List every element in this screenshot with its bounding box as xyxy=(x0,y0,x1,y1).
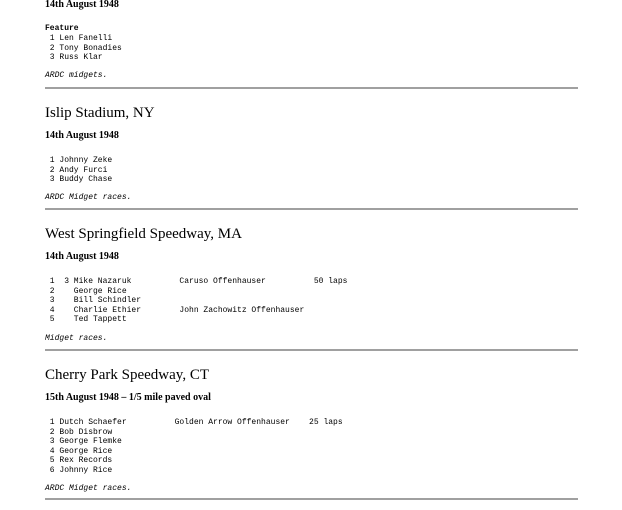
result-row: 2 Andy Furci xyxy=(45,165,108,175)
race-note: ARDC Midget races. xyxy=(45,484,132,493)
race-date: 14th August 1948 xyxy=(45,130,119,141)
result-row: 2 George Rice xyxy=(45,286,127,296)
result-row: 2 Tony Bonadies xyxy=(45,43,122,53)
race-note: ARDC Midget races. xyxy=(45,193,132,202)
race-note: ARDC midgets. xyxy=(45,71,108,80)
result-row: 5 Rex Records xyxy=(45,456,113,465)
result-row: 1 Dutch Schaefer Golden Arrow Offenhauser 25 laps xyxy=(45,418,343,427)
section-divider xyxy=(45,208,578,210)
track-title: West Springfield Speedway, MA xyxy=(45,226,242,242)
track-title: Islip Stadium, NY xyxy=(45,105,155,121)
result-row: 3 Russ Klar xyxy=(45,53,103,62)
track-title: Cherry Park Speedway, CT xyxy=(45,367,209,383)
result-row: 5 Ted Tappett xyxy=(45,315,127,324)
result-row: 3 Buddy Chase xyxy=(45,175,113,184)
results-list xyxy=(45,277,347,325)
results-list xyxy=(45,34,122,63)
result-row: 1 Len Fanelli xyxy=(45,34,113,43)
race-date: 15th August 1948 – 1/5 mile paved oval xyxy=(45,392,211,403)
section-divider xyxy=(45,498,578,500)
race-section-0 xyxy=(45,0,578,80)
result-row: 3 Bill Schindler xyxy=(45,296,142,305)
race-section-1 xyxy=(45,104,578,202)
result-row: 1 3 Mike Nazaruk Caruso Offenhauser 50 laps xyxy=(45,277,348,286)
race-section-2 xyxy=(45,225,578,343)
result-row: 4 Charlie Ethier John Zachowitz Offenhauser xyxy=(45,305,305,315)
race-date: 14th August 1948 xyxy=(45,251,119,262)
race-date: 14th August 1948 xyxy=(45,0,119,10)
race-heading-feature: Feature xyxy=(45,24,79,33)
result-row: 4 George Rice xyxy=(45,446,113,456)
result-row: 3 George Flemke xyxy=(45,437,122,446)
result-row: 2 Bob Disbrow xyxy=(45,427,113,437)
section-divider xyxy=(45,349,578,351)
results-list xyxy=(45,156,112,185)
race-note: Midget races. xyxy=(45,334,108,343)
result-row: 6 Johnny Rice xyxy=(45,465,113,475)
section-divider xyxy=(45,87,578,89)
result-row: 1 Johnny Zeke xyxy=(45,156,113,165)
race-section-3 xyxy=(45,366,578,493)
results-list xyxy=(45,418,343,475)
